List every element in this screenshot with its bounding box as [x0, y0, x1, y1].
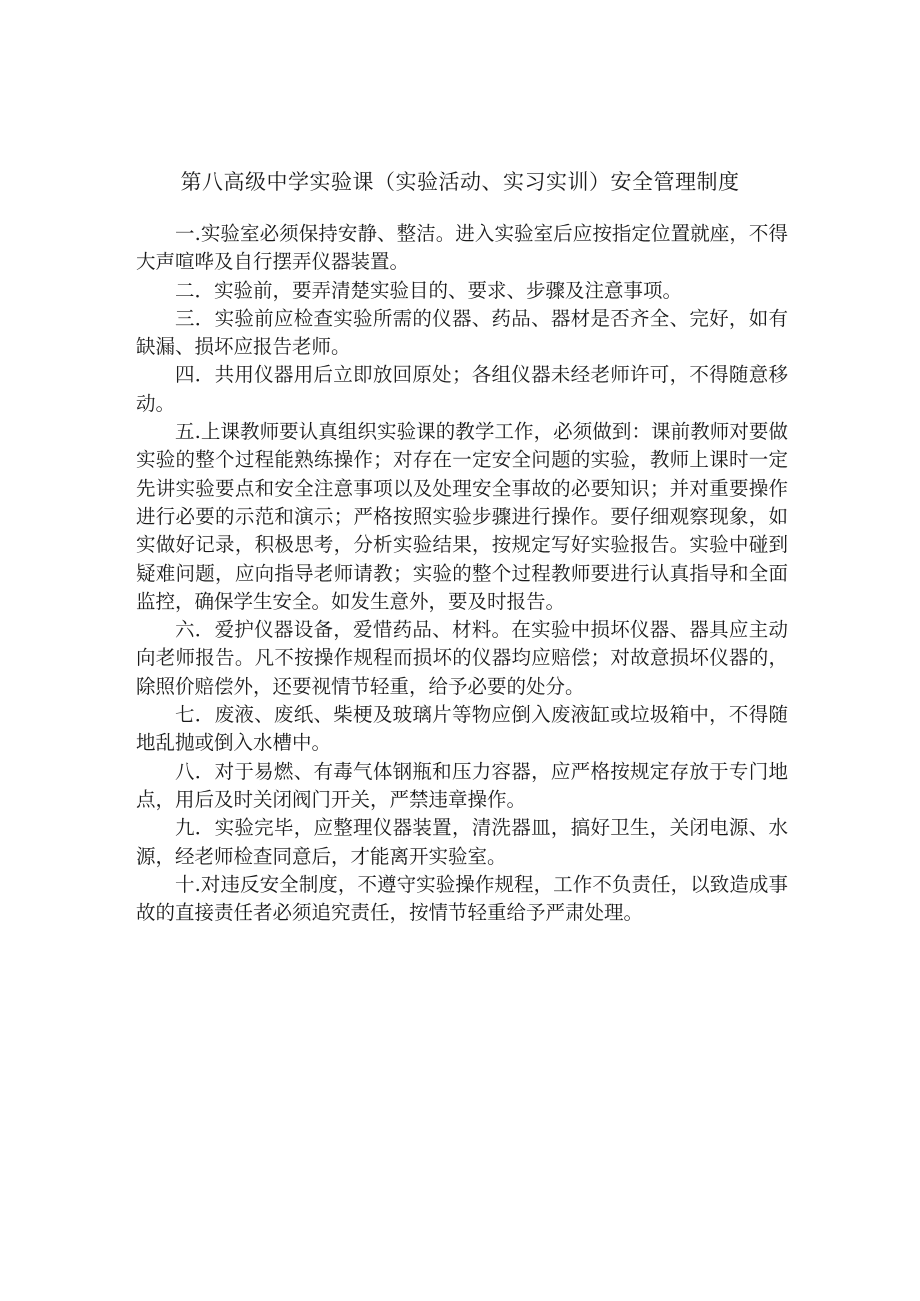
rule-paragraph-5: 五.上课教师要认真组织实验课的教学工作，必须做到：课前教师对要做实验的整个过程能熟练操作；对存在一定安全问题的实验，教师上课时一定先讲实验要点和安全注意事项以及处理安全事故的必要知识；并对重要操作进行必要的示范和演示；严格按照实验步骤进行操作。要仔细观察现象，如实做好记录，积极思考，分析实验结果，按规定写好实验报告。实验中碰到疑难问题，应向指导老师请教；实验的整个过程教师要进行认真指导和全面监控，确保学生安全。如发生意外，要及时报告。 [136, 420, 788, 613]
rule-paragraph-9: 九．实验完毕，应整理仪器装置，清洗器皿，搞好卫生，关闭电源、水源，经老师检查同意后，才能离开实验室。 [136, 816, 788, 868]
rule-paragraph-4: 四．共用仪器用后立即放回原处；各组仪器未经老师许可，不得随意移动。 [136, 363, 788, 415]
rule-paragraph-7: 七．废液、废纸、柴梗及玻璃片等物应倒入废液缸或垃圾箱中，不得随地乱抛或倒入水槽中。 [136, 703, 788, 755]
rule-paragraph-2: 二．实验前，要弄清楚实验目的、要求、步骤及注意事项。 [175, 278, 683, 302]
rule-paragraph-10: 十.对违反安全制度，不遵守实验操作规程，工作不负责任，以致造成事故的直接责任者必须追究责任，按情节轻重给予严肃处理。 [136, 872, 788, 925]
rule-paragraph-1: 一.实验室必须保持安静、整洁。进入实验室后应按指定位置就座，不得大声喧哗及自行摆弄仪器装置。 [136, 222, 788, 274]
document-body [136, 220, 788, 927]
rule-paragraph-8: 八．对于易燃、有毒气体钢瓶和压力容器，应严格按规定存放于专门地点，用后及时关闭阀门开关，严禁违章操作。 [136, 759, 788, 811]
rule-paragraph-3: 三．实验前应检查实验所需的仪器、药品、器材是否齐全、完好，如有缺漏、损坏应报告老师。 [136, 306, 788, 359]
document-title: 第八高级中学实验课（实验活动、实习实训）安全管理制度 [180, 170, 740, 194]
rule-paragraph-6: 六．爱护仪器设备，爱惜药品、材料。在实验中损坏仪器、器具应主动向老师报告。凡不按操作规程而损坏的仪器均应赔偿；对故意损坏仪器的，除照价赔偿外，还要视情节轻重，给予必要的处分。 [136, 618, 788, 698]
